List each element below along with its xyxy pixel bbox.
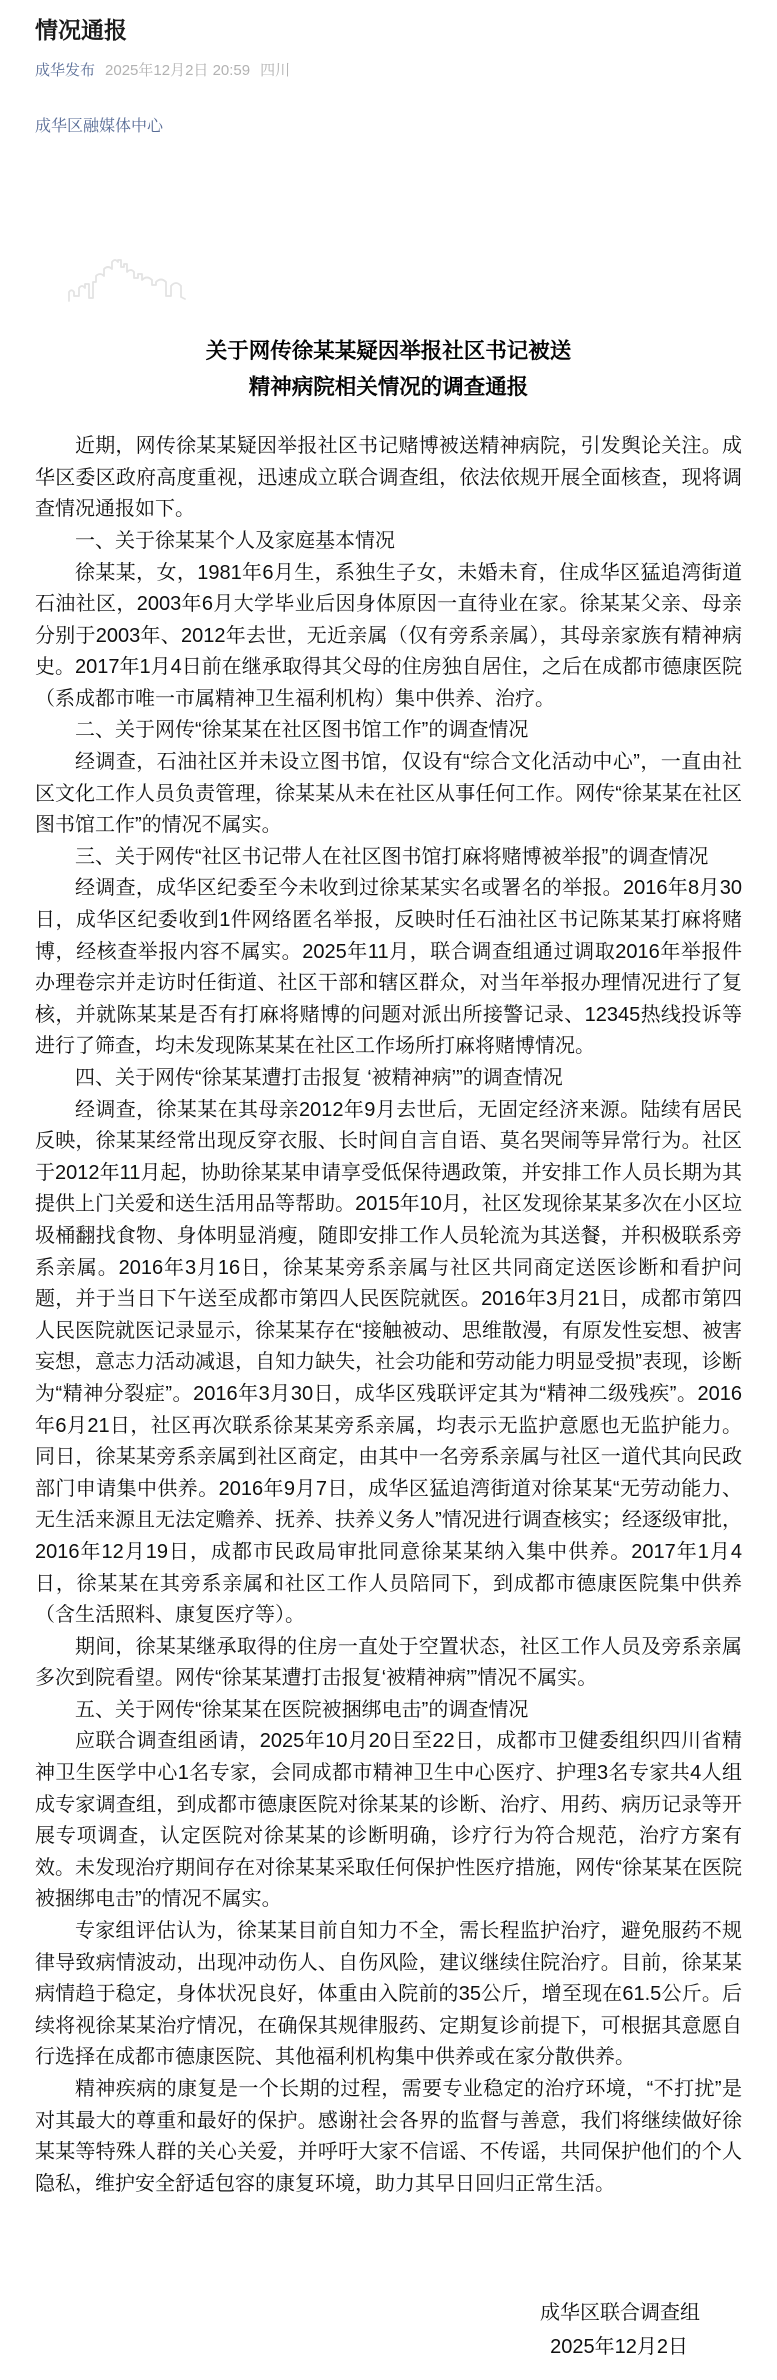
section-heading-5: 五、关于网传“徐某某在医院被捆绑电击”的调查情况 [75,1698,529,1721]
account-name-link[interactable]: 成华发布 [35,62,96,80]
publish-location: 四川 [260,62,291,80]
section-heading-1: 一、关于徐某某个人及家庭基本情况 [75,529,395,552]
hero-image [35,136,742,304]
section-heading-3: 三、关于网传“社区书记带人在社区图书馆打麻将赌博被举报”的调查情况 [75,845,709,868]
article-paragraph: 应联合调查组函请，2025年10月20日至22日，成都市卫健委组织四川省精神卫生医学中心1名专家，会同成都市精神卫生中心医疗、护理3名专家共4人组成专家调查组，到成都市德康医院对徐某某的诊断、治疗、用药、病历记录等开展专项调查，认定医院对徐某某的诊断明确，诊疗行为符合规范，治疗方案有效。未发现治疗期间存在对徐某某采取任何保护性医疗措施，网传“徐某某在医院被捆绑电击”的情况不属实。 [35,1730,742,1911]
article-paragraph: 经调查，成华区纪委至今未收到过徐某某实名或署名的举报。2016年8月30日，成华区纪委收到1件网络匿名举报，反映时任石油社区书记陈某某打麻将赌博，经核查举报内容不属实。2025年11月，联合调查组通过调取2016年举报件办理卷宗并走访时任街道、社区干部和辖区群众，对当年举报办理情况进行了复核，并就陈某某是否有打麻将赌博的问题对派出所接警记录、12345热线投诉等进行了筛查，均未发现陈某某在社区工作场所打麻将赌博情况。 [35,877,742,1058]
city-skyline-icon [67,252,187,302]
article-body [35,431,742,2200]
article-paragraph: 精神疾病的康复是一个长期的过程，需要专业稳定的治疗环境，“不打扰”是对其最大的尊重和最好的保护。感谢社会各界的监督与善意，我们将继续做好徐某某等特殊人群的关心关爱，并呼吁大家不信谣、不传谣，共同保护他们的个人隐私，维护安全舒适包容的康复环境，助力其早日回归正常生活。 [35,2078,742,2195]
article-paragraph: 经调查，石油社区并未设立图书馆，仅设有“综合文化活动中心”，一直由社区文化工作人员负责管理，徐某某从未在社区从事任何工作。网传“徐某某在社区图书馆工作”的情况不属实。 [35,751,742,837]
publish-datetime: 2025年12月2日 20:59 [105,62,251,80]
article-heading-line2: 精神病院相关情况的调查通报 [248,374,529,399]
section-heading-4: 四、关于网传“徐某某遭打击报复 ‘被精神病’”的调查情况 [75,1067,563,1089]
article-heading-line1: 关于网传徐某某疑因举报社区书记被送 [205,339,572,364]
post-meta [35,60,742,81]
signature-date: 2025年12月2日 [550,2336,688,2359]
article-paragraph: 近期，网传徐某某疑因举报社区书记赌博被送精神病院，引发舆论关注。成华区委区政府高度重视，迅速成立联合调查组，依法依规开展全面核查，现将调查情况通报如下。 [35,435,742,521]
post-title: 情况通报 [35,17,127,43]
article-paragraph: 徐某某，女，1981年6月生，系独生子女，未婚未育，住成华区猛追湾街道石油社区，2003年6月大学毕业后因身体原因一直待业在家。徐某某父亲、母亲分别于2003年、2012年去世，无近亲属（仅有旁系亲属），其母亲家族有精神病史。2017年1月4日前在继承取得其父母的住房独自居住，之后在成都市德康医院（系成都市唯一市属精神卫生福利机构）集中供养、治疗。 [35,561,742,710]
signature-org: 成华区联合调查组 [540,2302,700,2325]
article-paragraph: 经调查，徐某某在其母亲2012年9月去世后，无固定经济来源。陆续有居民反映，徐某某经常出现反穿衣服、长时间自言自语、莫名哭闹等异常行为。社区于2012年11月起，协助徐某某申请享受低保待遇政策，并安排工作人员长期为其提供上门关爱和送生活用品等帮助。2015年10月，社区发现徐某某多次在小区垃圾桶翻找食物、身体明显消瘦，随即安排工作人员轮流为其送餐，并积极联系旁系亲属。2016年3月16日，徐某某旁系亲属与社区共同商定送医诊断和看护问题，并于当日下午送至成都市第四人民医院就医。2016年3月21日，成都市第四人民医院就医记录显示，徐某某存在“接触被动、思维散漫，有原发性妄想、被害妄想，意志力活动减退，自知力缺失，社会功能和劳动能力明显受损”表现，诊断为“精神分裂症”。2016年3月30日，成华区残联评定其为“精神二级残疾”。2016年6月21日，社区再次联系徐某某旁系亲属，均表示无监护意愿也无监护能力。同日，徐某某旁系亲属到社区商定，由其中一名旁系亲属与社区一道代其向民政部门申请集中供养。2016年9月7日，成华区猛追湾街道对徐某某“无劳动能力、无生活来源且无法定赡养、抚养、扶养义务人”情况进行调查核实；经逐级审批，2016年12月19日，成都市民政局审批同意徐某某纳入集中供养。2017年1月4日，徐某某在其旁系亲属和社区工作人员陪同下，到成都市德康医院集中供养（含生活照料、康复医疗等）。 [35,1098,742,1627]
article-paragraph: 专家组评估认为，徐某某目前自知力不全，需长程监护治疗，避免服药不规律导致病情波动，出现冲动伤人、自伤风险，建议继续住院治疗。目前，徐某某病情趋于稳定，身体状况良好，体重由入院前的35公斤，增至现在61.5公斤。后续将视徐某某治疗情况，在确保其规律服药、定期复诊前提下，可根据其意愿自行选择在成都市德康医院、其他福利机构集中供养或在家分散供养。 [35,1920,742,2069]
article-heading [35,334,742,405]
signature-block [35,2296,742,2364]
article-paragraph: 期间，徐某某继承取得的住房一直处于空置状态，社区工作人员及旁系亲属多次到院看望。网传“徐某某遭打击报复‘被精神病’”情况不属实。 [35,1635,742,1690]
section-heading-2: 二、关于网传“徐某某在社区图书馆工作”的调查情况 [75,719,529,742]
author-link[interactable]: 成华区融媒体中心 [35,118,164,136]
